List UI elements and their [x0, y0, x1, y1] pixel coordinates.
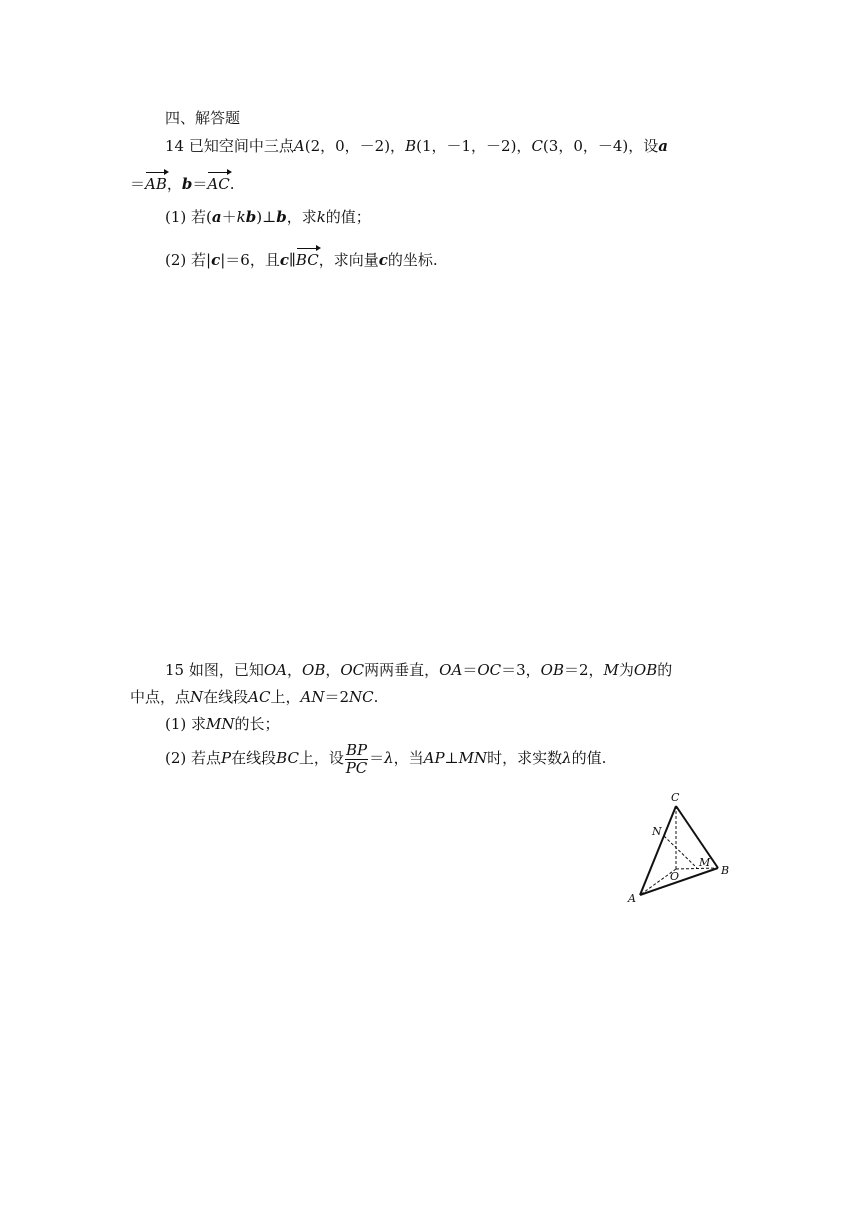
q14-part2: (2) 若|c|＝6，且c∥BC，求向量c的坐标. [165, 251, 438, 269]
vector-AC: AC [207, 175, 230, 193]
edge-CA [640, 806, 676, 895]
label-B: B [721, 864, 730, 877]
label-N: N [652, 825, 662, 838]
label-M: M [699, 856, 711, 869]
label-O: O [670, 870, 680, 883]
q15-line2: 中点，点N在线段AC上，AN＝2NC. [130, 688, 379, 706]
q14-part1: (1) 若(a＋kb)⊥b，求k的值； [165, 208, 371, 226]
q14-line2: ＝AB，b＝AC. [130, 175, 235, 193]
label-A: A [628, 892, 636, 905]
q14-line1: 14 已知空间中三点A(2，0，－2)，B(1，－1，－2)，C(3，0，－4)，设a [165, 137, 668, 155]
section-title: 四、解答题 [165, 109, 241, 127]
vector-BC: BC [295, 251, 319, 269]
section-heading [165, 108, 240, 128]
fraction-bp-pc: $\frac{BP}{PC}$ [345, 740, 368, 777]
edge-CB [676, 806, 718, 868]
edge-OB [676, 868, 718, 869]
q15-line1: 15 如图，已知OA，OB，OC两两垂直，OA＝OC＝3，OB＝2，M为OB的 [165, 661, 673, 679]
q15-part2: (2) 若点P在线段BC上，设 $\frac{BP}{PC}$ ＝λ，当AP⊥MN时，求实数λ的值. [165, 740, 607, 777]
edge-OA [640, 869, 676, 895]
label-C: C [671, 791, 680, 804]
q15-part1: (1) 求MN的长； [165, 715, 280, 733]
vector-AB: AB [145, 175, 167, 193]
segment-NM [664, 836, 697, 868]
edge-AB [640, 868, 718, 895]
